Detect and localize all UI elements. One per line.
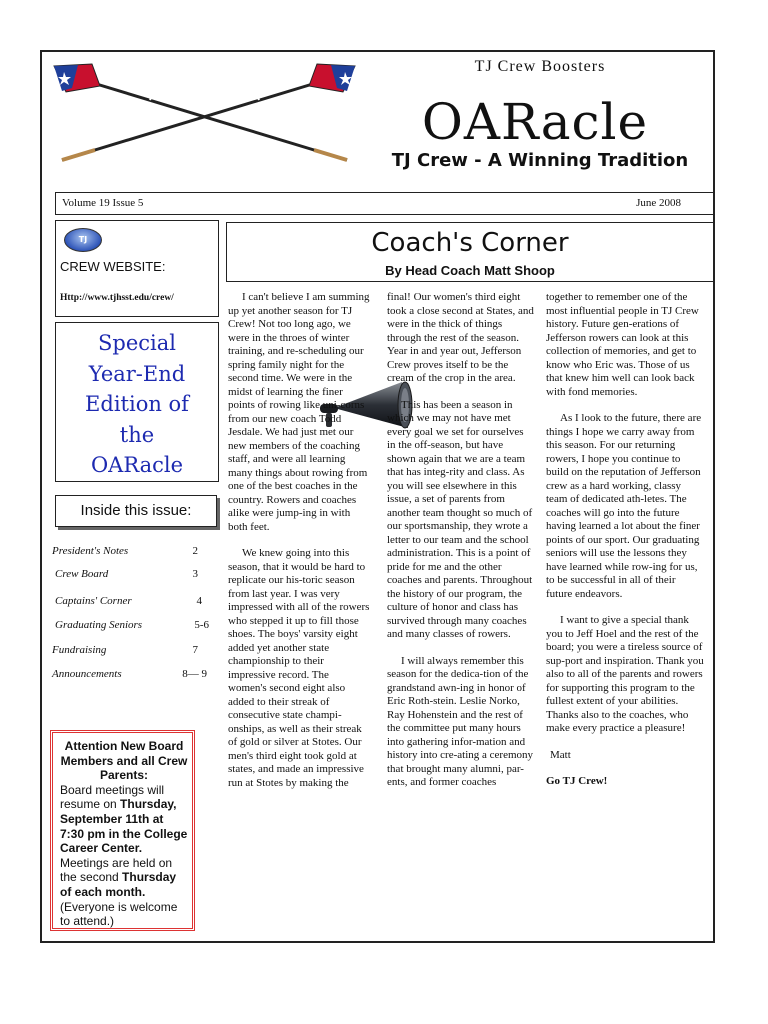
newsletter-title: OARacle: [421, 93, 649, 151]
notice-heading: Attention New Board Members and all Crew Parents:: [60, 739, 188, 783]
paragraph: [228, 291, 370, 534]
notice-text: Meetings are held on the second: [60, 855, 173, 885]
website-box: [55, 220, 219, 317]
article-column-2: [387, 291, 534, 790]
oar-left: [54, 64, 347, 160]
toc-item[interactable]: [52, 545, 212, 561]
notice-schedule: Thursday of each month.: [60, 870, 177, 899]
paragraph-text: together to remember one of the most influential people in TJ Crew history. Future gen-erations of Jefferson rowers can look at this collection of memories, and get to know who Eric was. Those of us that knew him well can look back with fond memories.: [546, 291, 699, 398]
issue-date: June 2008: [636, 197, 681, 209]
article-header: [226, 222, 714, 282]
article-column-1: [228, 291, 370, 790]
org-name: TJ Crew Boosters: [474, 58, 606, 75]
special-line: OARacle: [90, 453, 184, 477]
toc-page: 7: [192, 644, 198, 656]
crossed-oars-illustration: [52, 58, 357, 168]
board-meeting-notice: [50, 730, 195, 931]
toc-item[interactable]: [55, 619, 215, 635]
paragraph: [228, 547, 370, 790]
website-label: CREW WEBSITE:: [60, 259, 166, 274]
special-line: Edition of: [85, 392, 189, 416]
paragraph-text: I will always remember this season for the dedica-tion of the grandstand awn-ing in honor of Eric Roth-stein. Leslie Norko, Ray Hohenstein and the rest of the committee put many hours into gathering infor-mation and history into cre-ating a ceremony that brought many alumni, par-ents, and former coaches: [387, 654, 534, 788]
paragraph-text: This has been a season in which we may not have met every goal we set for ourselves in the off-season, but have shown again that we are a team that has integ-rity and class. As you will see elsewhere in this issue, a set of parents from another team thought so much of our sportsmanship, they wrote a letter to our team and the school administration. This is a point of pride for me and the other coaches and parents. Throughout the history of our program, the culture of honor and class has survived through many coaches and many classes of rowers.: [387, 398, 533, 640]
paragraph-text: I want to give a special thank you to Jeff Hoel and the rest of the board; you were a tireless source of sup-port and inspiration. Thank you also to all of the parents and rowers for supporting this program to the fullest extent of your abilities. Thanks also to the coaches, who make every practice a pleasure!: [546, 614, 704, 734]
issue-bar: [55, 192, 714, 215]
notice-text: (Everyone is welcome to attend.): [60, 899, 178, 929]
paragraph: [387, 399, 534, 642]
special-line: Special: [98, 331, 176, 355]
paragraph: [546, 614, 704, 736]
inside-issue-heading: Inside this issue:: [55, 495, 217, 527]
closing-line: [546, 775, 704, 789]
paragraph: [546, 291, 704, 399]
paragraph-text: final! Our women's third eight took a close second at States, and were in the thick of things through the rest of the season. Year in and year out, Jefferson Crew proves itself to be the cream of the crop in the area.: [387, 291, 534, 384]
notice-date: Thursday, September 11th at 7:30 pm in the College Career Center.: [60, 797, 188, 856]
special-line: Year-End: [88, 361, 186, 386]
oar-right: [62, 64, 355, 160]
toc-item[interactable]: [55, 568, 215, 584]
toc-item[interactable]: [52, 668, 212, 684]
signature: [546, 749, 704, 763]
toc-title: Announcements: [52, 668, 122, 680]
toc-page: 8— 9: [182, 668, 207, 680]
toc-item[interactable]: [52, 644, 212, 660]
signature-text: Matt: [550, 748, 571, 761]
tagline: TJ Crew - A Winning Tradition: [391, 150, 689, 171]
toc-title: Graduating Seniors: [55, 619, 143, 631]
special-line: the: [119, 422, 155, 447]
toc-item[interactable]: [55, 595, 215, 611]
website-url-link[interactable]: Http://www.tjhsst.edu/crew/: [60, 293, 174, 303]
toc-page: 2: [192, 545, 198, 557]
special-edition-box: [55, 322, 219, 482]
volume-issue: Volume 19 Issue 5: [62, 197, 144, 209]
toc-title: President's Notes: [52, 545, 129, 557]
paragraph: [387, 291, 534, 386]
toc-title: Fundraising: [52, 644, 107, 656]
article-title: Coach's Corner: [371, 228, 569, 258]
toc-page: 5-6: [194, 619, 209, 631]
article-column-3: [546, 291, 704, 789]
paragraph: [546, 412, 704, 601]
article-byline: By Head Coach Matt Shoop: [385, 263, 555, 278]
paragraph: [387, 655, 534, 790]
notice-text: Board meetings will resume on: [60, 782, 165, 812]
toc-page: 3: [192, 568, 198, 580]
toc-title: Crew Board: [55, 568, 109, 580]
paragraph-text: We knew going into this season, that it would be hard to replicate our his-toric season from last year. I was very impressed with all of the rowers who stepped it up to fill those shoes. The boys' varsity eight added yet another state championship to their impressive record. The women's second eight also added to their streak of consecutive state champi-onships, as well as their streak of gold or silver at Stotes. Our men's third eight took gold at states, and made an impressive run at Stotes by making the: [228, 547, 370, 789]
closing-text: Go TJ Crew!: [546, 775, 608, 787]
paragraph-text: I can't believe I am summing up yet another season for TJ Crew! Not too long ago, we were in the throes of winter training, and re-scheduling our spring family night for the second time. We were in the midst of learning the finer points of rowing like uni-corns from our new coach Todd Jesdale. We had just met our new members of the coaching staff, and were all learning many things about rowing from one of the best coaches in the country. Rowers and coaches alike were jump-ing in with both feet.: [228, 291, 370, 533]
paragraph-text: As I look to the future, there are things I hope we carry away from this season. For our returning rowers, I hope you continue to build on the reputation of Jefferson crew as a hard working, classy team of dedicated ath-letes. The coaches will go into the future having learned a lot about the finer points of our sport. Our graduating seniors will use the lessons they have learned while row-ing for us, to be successful in all of their future endeavors.: [546, 412, 702, 600]
toc-page: 4: [196, 595, 202, 607]
toc-title: Captains' Corner: [55, 595, 132, 607]
globe-logo-icon: TJ: [64, 228, 102, 252]
